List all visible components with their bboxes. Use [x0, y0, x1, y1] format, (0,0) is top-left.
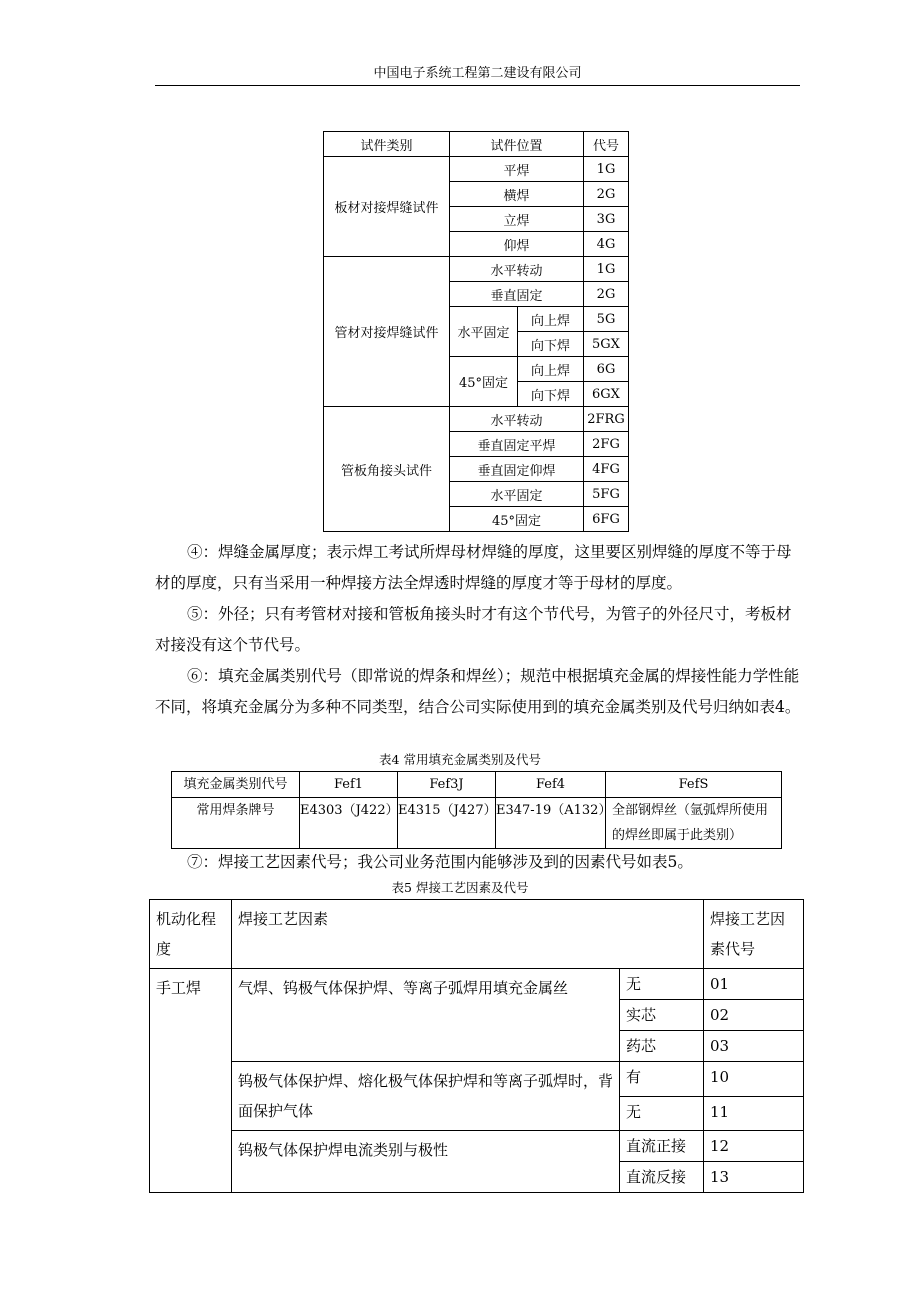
table-header: 机动化程度 — [150, 900, 232, 969]
table-cell: 水平转动 — [450, 407, 584, 432]
paragraph-weld-thickness: ④：焊缝金属厚度；表示焊工考试所焊母材焊缝的厚度，这里要区别焊缝的厚度不等于母材的厚度，只有当采用一种焊接方法全焊透时焊缝的厚度才等于母材的厚度。 — [155, 543, 792, 592]
table-cell: 45°固定 — [450, 507, 584, 532]
table-cell: 6FG — [584, 507, 629, 532]
table-cell: 钨极气体保护焊电流类别与极性 — [232, 1131, 620, 1193]
table-cell: 01 — [704, 969, 804, 1000]
table-cell: 12 — [704, 1131, 804, 1162]
table-cell: 全部钢焊丝（氩弧焊所使用的焊丝即属于此类别） — [606, 798, 782, 849]
table-cell: 板材对接焊缝试件 — [324, 157, 450, 257]
table-row — [150, 1062, 804, 1097]
table-header: 焊接工艺因素 — [232, 900, 704, 969]
table-cell: 3G — [584, 207, 629, 232]
table-header: 代号 — [584, 132, 629, 157]
table-cell: 03 — [704, 1031, 804, 1062]
table-cell: 5GX — [584, 332, 629, 357]
table-cell: 向下焊 — [518, 332, 584, 357]
table-cell: 垂直固定仰焊 — [450, 457, 584, 482]
specimen-table — [323, 131, 629, 532]
table-cell: 2FG — [584, 432, 629, 457]
table-cell: 45°固定 — [450, 357, 518, 407]
table-row — [324, 407, 629, 432]
table-row — [324, 157, 629, 182]
table-cell: 5G — [584, 307, 629, 332]
table-cell: 管材对接焊缝试件 — [324, 257, 450, 407]
table-cell: 有 — [620, 1062, 704, 1097]
table-cell: E4315（J427） — [398, 798, 496, 849]
table-row — [172, 772, 782, 798]
table-cell: 13 — [704, 1162, 804, 1193]
table-header: 试件位置 — [450, 132, 584, 157]
paragraph-outer-diameter: ⑤：外径；只有考管材对接和管板角接头时才有这个节代号，为管子的外径尺寸，考板材对接没有这个节代号。 — [155, 605, 792, 654]
table-cell: 垂直固定平焊 — [450, 432, 584, 457]
table-cell: 1G — [584, 257, 629, 282]
table-cell: 气焊、钨极气体保护焊、等离子弧焊用填充金属丝 — [232, 969, 620, 1062]
table-header: 焊接工艺因素代号 — [704, 900, 804, 969]
filler-metal-table — [171, 771, 782, 849]
table-cell: 无 — [620, 1096, 704, 1131]
table-cell: 平焊 — [450, 157, 584, 182]
table-header: 试件类别 — [324, 132, 450, 157]
table-cell: 管板角接头试件 — [324, 407, 450, 532]
table-cell: 10 — [704, 1062, 804, 1097]
table-cell: 4FG — [584, 457, 629, 482]
table-cell: 无 — [620, 969, 704, 1000]
table-cell: 5FG — [584, 482, 629, 507]
table5-caption: 表5 焊接工艺因素及代号 — [391, 880, 529, 895]
table-row — [150, 900, 804, 969]
header-rule — [155, 85, 800, 86]
table4-caption: 表4 常用填充金属类别及代号 — [379, 752, 541, 767]
table-cell: 向上焊 — [518, 307, 584, 332]
table-cell: 4G — [584, 232, 629, 257]
table-cell: 填充金属类别代号 — [172, 772, 300, 798]
table-cell: FefS — [606, 772, 782, 798]
table-row — [324, 257, 629, 282]
table-cell: 钨极气体保护焊、熔化极气体保护焊和等离子弧焊时，背面保护气体 — [232, 1062, 620, 1131]
page-header: 中国电子系统工程第二建设有限公司 — [373, 66, 582, 81]
table-cell: 手工焊 — [150, 969, 232, 1193]
table-cell: 常用焊条牌号 — [172, 798, 300, 849]
table-cell: 6G — [584, 357, 629, 382]
table-cell: 仰焊 — [450, 232, 584, 257]
table-cell: 水平固定 — [450, 482, 584, 507]
table-cell: 2FRG — [584, 407, 629, 432]
table-cell: 11 — [704, 1096, 804, 1131]
table-cell: 2G — [584, 182, 629, 207]
table-cell: 药芯 — [620, 1031, 704, 1062]
table-cell: 立焊 — [450, 207, 584, 232]
table-cell: E4303（J422） — [300, 798, 398, 849]
table-cell: 02 — [704, 1000, 804, 1031]
table-cell: 横焊 — [450, 182, 584, 207]
process-factor-table — [149, 899, 804, 1193]
table-cell: 向下焊 — [518, 382, 584, 407]
table-row — [324, 132, 629, 157]
table-row — [150, 1131, 804, 1162]
table-cell: E347-19（A132） — [496, 798, 606, 849]
table-cell: 直流反接 — [620, 1162, 704, 1193]
table-cell: Fef3J — [398, 772, 496, 798]
table-cell: 2G — [584, 282, 629, 307]
table-cell: 1G — [584, 157, 629, 182]
table-cell: 水平转动 — [450, 257, 584, 282]
table-cell: 向上焊 — [518, 357, 584, 382]
table-cell: 实芯 — [620, 1000, 704, 1031]
table-cell: 水平固定 — [450, 307, 518, 357]
table-cell: 6GX — [584, 382, 629, 407]
table-cell: Fef1 — [300, 772, 398, 798]
paragraph-filler-metal: ⑥：填充金属类别代号（即常说的焊条和焊丝）；规范中根据填充金属的焊接性能力学性能不同，将填充金属分为多种不同类型，结合公司实际使用到的填充金属类别及代号归纳如表4。 — [155, 667, 801, 716]
table-cell: 直流正接 — [620, 1131, 704, 1162]
table-row — [150, 969, 804, 1000]
table-row — [172, 798, 782, 849]
paragraph-process-factor: ⑦：焊接工艺因素代号；我公司业务范围内能够涉及到的因素代号如表5。 — [187, 853, 693, 871]
table-cell: 垂直固定 — [450, 282, 584, 307]
table-cell: Fef4 — [496, 772, 606, 798]
